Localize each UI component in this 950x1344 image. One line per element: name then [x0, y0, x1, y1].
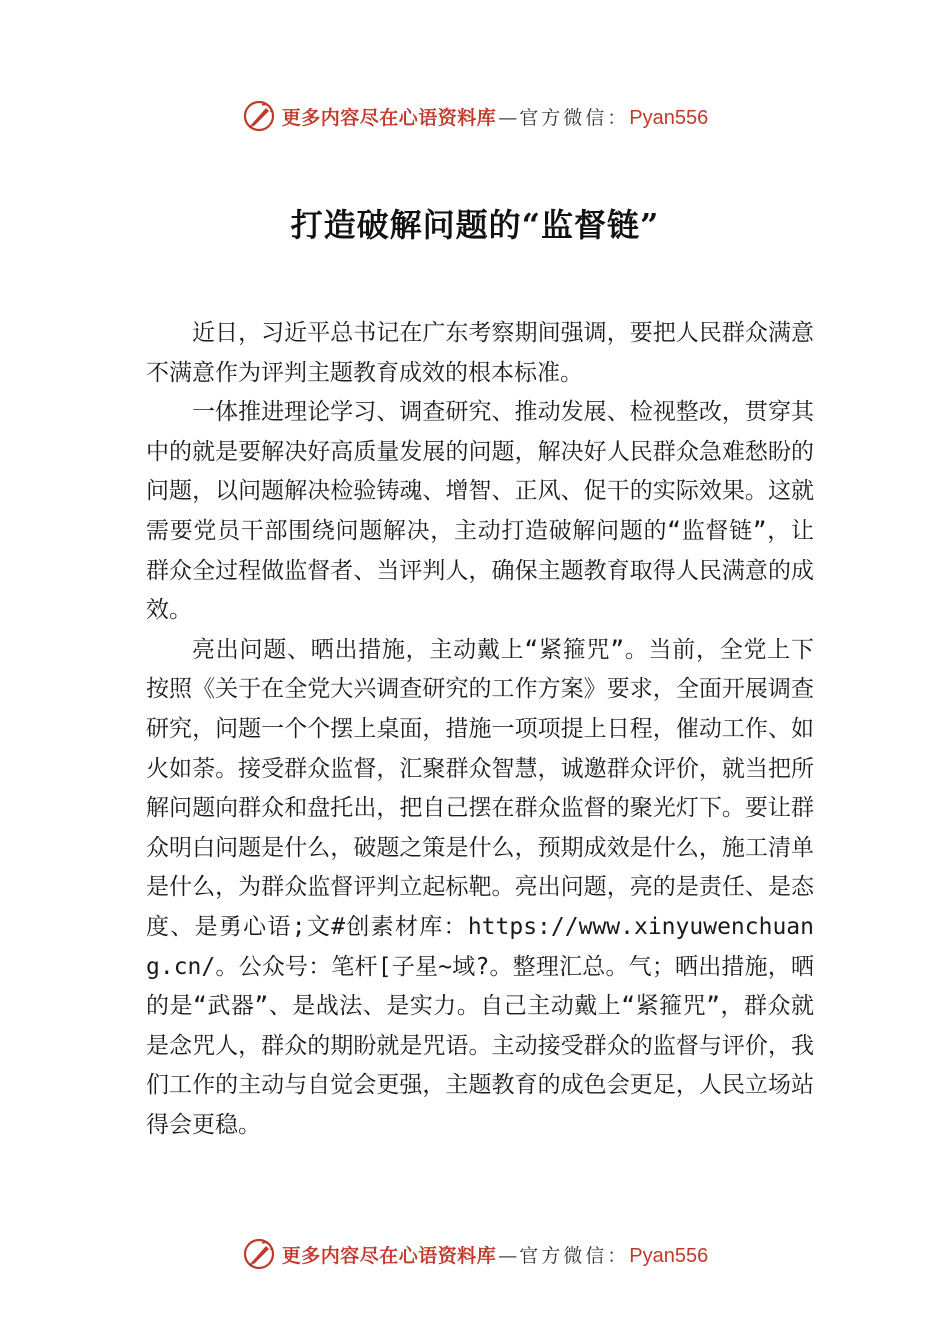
document-body [146, 314, 814, 1145]
quill-pen-icon [242, 1237, 276, 1271]
footer-banner-separator: — [498, 1244, 518, 1267]
header-banner-separator: — [498, 106, 518, 129]
footer-watermark-banner [0, 1234, 950, 1274]
header-banner-lead: 更多内容尽在心语资料库 [281, 106, 497, 129]
footer-banner-text [282, 1241, 709, 1268]
footer-wechat-id: Pyan556 [629, 1244, 709, 1267]
paragraph-1: 近日，习近平总书记在广东考察期间强调，要把人民群众满意不满意作为评判主题教育成效的根本标准。 [146, 320, 814, 386]
footer-banner-label: 官方微信： [519, 1244, 630, 1267]
header-banner-label: 官方微信： [519, 106, 630, 129]
document-title: 打造破解问题的“监督链” [290, 206, 660, 244]
footer-banner-lead: 更多内容尽在心语资料库 [281, 1244, 497, 1267]
header-banner-text [282, 103, 709, 130]
quill-pen-icon [242, 99, 276, 133]
header-wechat-id: Pyan556 [629, 106, 709, 129]
header-watermark-banner [0, 96, 950, 136]
paragraph-2: 一体推进理论学习、调查研究、推动发展、检视整改，贯穿其中的就是要解决好高质量发展的问题，解决好人民群众急难愁盼的问题，以问题解决检验铸魂、增智、正风、促干的实际效果。这就需要党员干部围绕问题解决，主动打造破解问题的“监督链”，让群众全过程做监督者、当评判人，确保主题教育取得人民满意的成效。 [146, 399, 814, 624]
paragraph-3: 亮出问题、晒出措施，主动戴上“紧箍咒”。当前，全党上下按照《关于在全党大兴调查研究的工作方案》要求，全面开展调查研究，问题一个个摆上桌面，措施一项项提上日程，催动工作、如火如荼。接受群众监督，汇聚群众智慧，诚邀群众评价，就当把所解问题向群众和盘托出，把自己摆在群众监督的聚光灯下。要让群众明白问题是什么，破题之策是什么，预期成效是什么，施工清单是什么，为群众监督评判立起标靶。亮出问题，亮的是责任、是态度、是勇心语;文#创素材库：https://www.xinyuwenchuang.cn/。公众号：笔杆[子星~域?。整理汇总。气；晒出措施，晒的是“武器”、是战法、是实力。自己主动戴上“紧箍咒”，群众就是念咒人，群众的期盼就是咒语。主动接受群众的监督与评价，我们工作的主动与自觉会更强，主题教育的成色会更足，人民立场站得会更稳。 [146, 636, 814, 1138]
